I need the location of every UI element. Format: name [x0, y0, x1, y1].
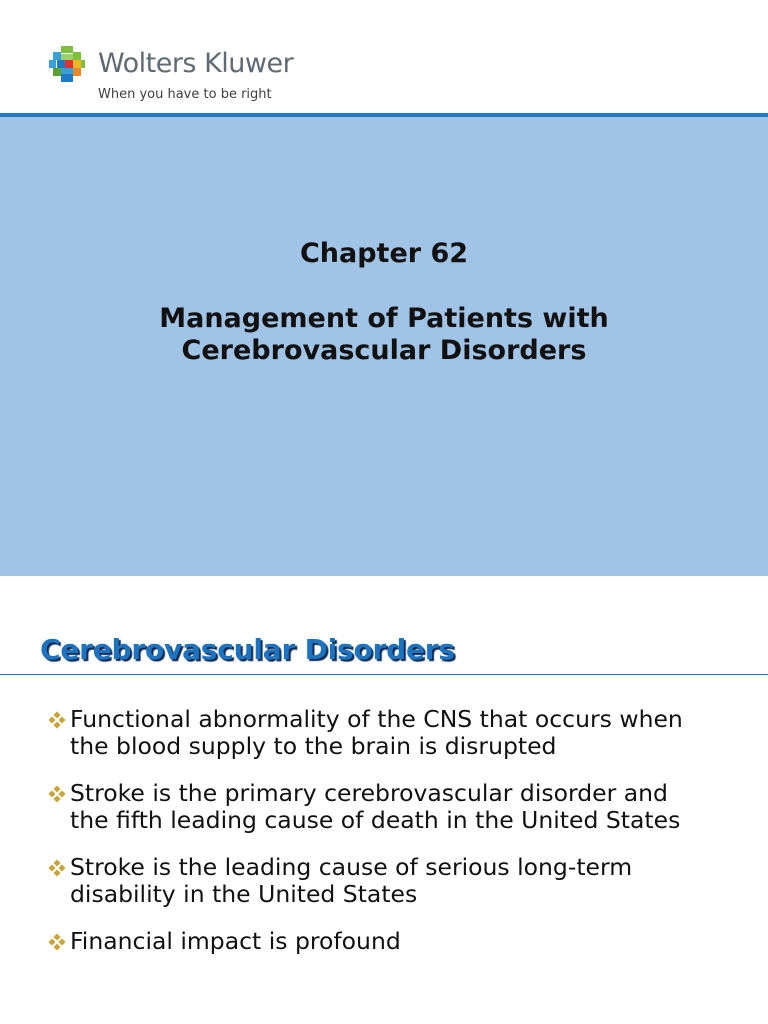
bullet-text-line-1: Stroke is the leading cause of serious long-term	[70, 853, 633, 881]
wolters-kluwer-logo-icon	[46, 43, 88, 85]
bullet-list	[48, 706, 758, 955]
wolters-kluwer-logo	[46, 42, 306, 108]
chapter-number: Chapter 62	[299, 238, 469, 269]
diamond-bullet-icon	[48, 933, 66, 951]
bullet-text-line-2: the blood supply to the brain is disrupted	[70, 732, 557, 760]
bullet-text-line-1: Stroke is the primary cerebrovascular disorder and	[70, 779, 668, 807]
bullet-item	[48, 854, 758, 908]
bullet-item	[48, 780, 758, 834]
chapter-title-line-1: Management of Patients with	[159, 303, 609, 334]
heading-divider	[0, 674, 768, 675]
bullet-item	[48, 928, 758, 955]
brand-name: Wolters Kluwer	[98, 48, 294, 79]
diamond-bullet-icon	[48, 859, 66, 877]
bullet-text-line-1: Functional abnormality of the CNS that occurs when	[70, 705, 683, 733]
bullet-text-line-2: disability in the United States	[70, 880, 418, 908]
bullet-item	[48, 706, 758, 760]
content-slide	[0, 576, 768, 1024]
diamond-bullet-icon	[48, 785, 66, 803]
bullet-text-line-1: Financial impact is profound	[70, 927, 401, 955]
bullet-text-line-2: the fifth leading cause of death in the United States	[70, 806, 681, 834]
chapter-title-line-2: Cerebrovascular Disorders	[181, 335, 587, 366]
brand-tagline: When you have to be right	[98, 87, 272, 102]
slide-heading: Cerebrovascular Disorders	[40, 633, 455, 666]
diamond-bullet-icon	[48, 711, 66, 729]
